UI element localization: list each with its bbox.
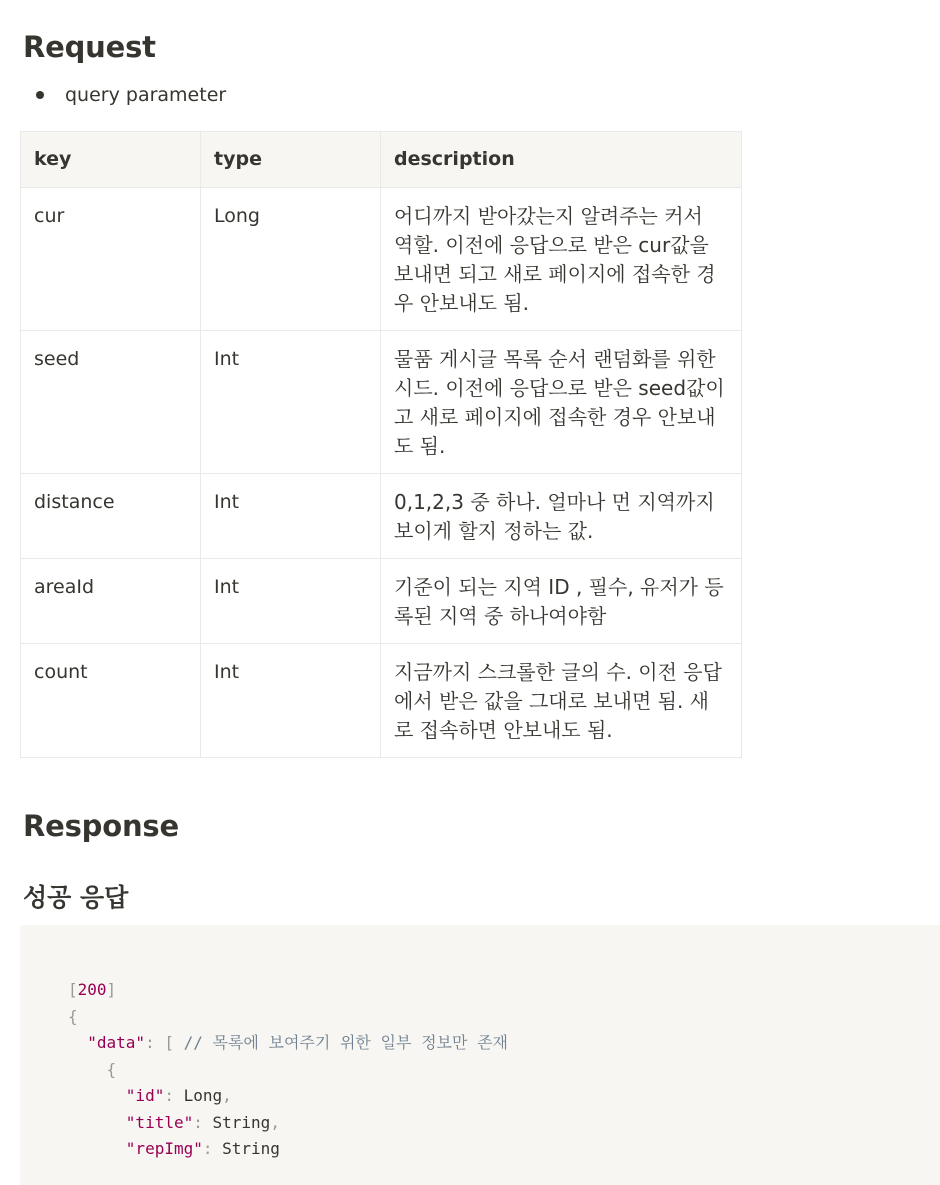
header-cell-key: key <box>21 132 201 188</box>
cell-description: 기준이 되는 지역 ID , 필수, 유저가 등록된 지역 중 하나여야함 <box>381 559 742 644</box>
table-row <box>21 331 742 474</box>
code-key-id: "id" <box>125 1086 165 1105</box>
cell-type: Int <box>201 644 381 758</box>
success-response-heading: 성공 응답 <box>23 883 129 912</box>
code-type: String <box>222 1139 280 1158</box>
bullet-text: query parameter <box>65 84 227 106</box>
code-punct: { <box>106 1059 117 1079</box>
cell-description: 물품 게시글 목록 순서 랜덤화를 위한 시드. 이전에 응답으로 받은 seed값이고 새로 페이지에 접속한 경우 안보내도 됨. <box>381 331 742 474</box>
code-punct: ] <box>106 980 117 999</box>
query-parameter-table <box>20 131 742 758</box>
code-punct: { <box>68 1006 78 1026</box>
header-cell-description: description <box>381 132 742 188</box>
code-line-item-open <box>68 1057 940 1084</box>
code-line-repimg <box>68 1136 940 1163</box>
code-line-data <box>68 1030 940 1057</box>
code-key-title: "title" <box>125 1112 194 1132</box>
cell-description: 어디까지 받아갔는지 알려주는 커서 역할. 이전에 응답으로 받은 cur값을 보내면 되고 새로 페이지에 접속한 경우 안보내도 됨. <box>381 188 742 331</box>
code-comment: // 목록에 보여주기 위한 일부 정보만 존재 <box>183 1033 508 1052</box>
code-punct: [ <box>68 980 78 999</box>
response-heading: Response <box>23 809 179 843</box>
code-punct: : <box>202 1139 213 1158</box>
table-row <box>21 474 742 559</box>
code-punct: : <box>193 1112 203 1132</box>
code-key-repimg: "repImg" <box>125 1139 203 1158</box>
request-heading: Request <box>23 30 156 64</box>
cell-description: 지금까지 스크롤한 글의 수. 이전 응답에서 받은 값을 그대로 보내면 됨. 새로 접속하면 안보내도 됨. <box>381 644 742 758</box>
bullet-dot-icon <box>36 91 44 99</box>
code-status-number: 200 <box>77 980 107 999</box>
header-cell-type: type <box>201 132 381 188</box>
cell-description: 0,1,2,3 중 하나. 얼마나 먼 지역까지 보이게 할지 정하는 값. <box>381 474 742 559</box>
cell-key: seed <box>21 331 201 474</box>
code-line-title <box>68 1110 940 1137</box>
code-punct: [ <box>164 1033 174 1052</box>
code-punct: , <box>222 1086 232 1105</box>
cell-key: cur <box>21 188 201 331</box>
cell-key: distance <box>21 474 201 559</box>
table-header-row <box>21 132 742 188</box>
table-row <box>21 188 742 331</box>
code-line-open-brace <box>68 1004 940 1031</box>
cell-key: areaId <box>21 559 201 644</box>
code-line-status <box>68 977 940 1004</box>
code-punct: , <box>270 1112 280 1132</box>
code-block[interactable] <box>20 925 940 1185</box>
table-row <box>21 644 742 758</box>
code-punct: : <box>164 1086 174 1105</box>
cell-type: Int <box>201 474 381 559</box>
cell-type: Long <box>201 188 381 331</box>
cell-key: count <box>21 644 201 758</box>
code-key-data: "data" <box>87 1033 146 1052</box>
cell-type: Int <box>201 331 381 474</box>
code-line-id <box>68 1083 940 1110</box>
table-row <box>21 559 742 644</box>
code-type: Long <box>183 1086 223 1105</box>
code-type: String <box>212 1112 271 1132</box>
cell-type: Int <box>201 559 381 644</box>
code-punct: : <box>145 1033 155 1052</box>
bullet-list-item <box>36 84 226 106</box>
